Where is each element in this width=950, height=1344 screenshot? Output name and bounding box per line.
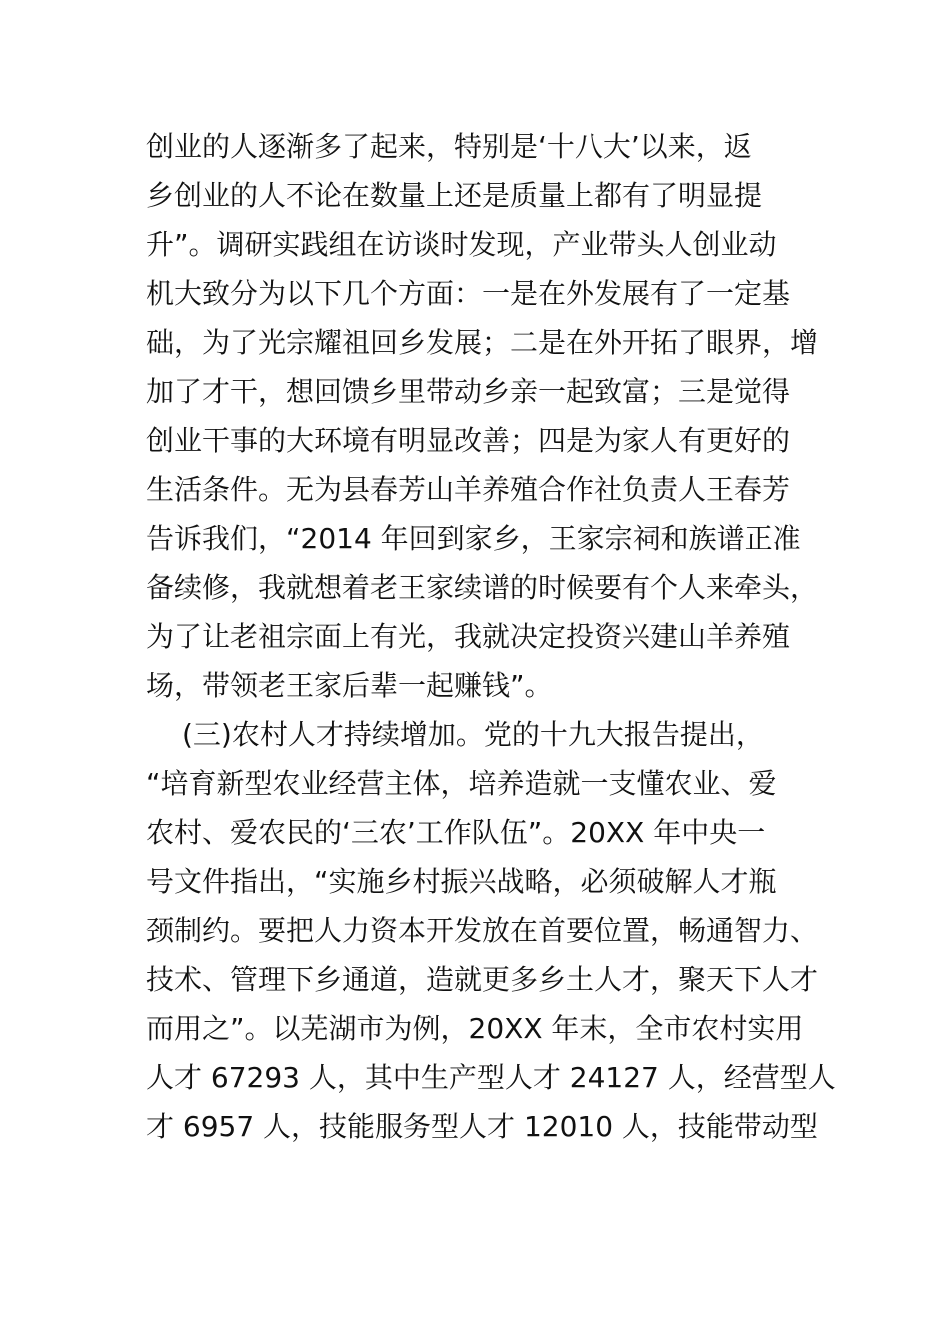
section-heading-line: (三)农村人才持续增加。党的十九大报告提出， — [182, 718, 764, 751]
text-line-3: 升”。调研实践组在访谈时发现，产业带头人创业动 — [146, 228, 777, 261]
text-line-4: 机大致分为以下几个方面：一是在外发展有了一定基 — [146, 277, 791, 310]
body-text — [146, 122, 836, 1151]
text-line-6: 加了才干，想回馈乡里带动乡亲一起致富；三是觉得 — [146, 375, 791, 408]
text-line-19: 而用之”。以芜湖市为例，20XX 年末，全市农村实用 — [146, 1012, 804, 1045]
text-line-2: 乡创业的人不论在数量上还是质量上都有了明显提 — [146, 179, 763, 212]
text-line-18: 技术、管理下乡通道，造就更多乡土人才，聚天下人才 — [146, 963, 819, 996]
text-line-7: 创业干事的大环境有明显改善；四是为家人有更好的 — [146, 424, 791, 457]
text-line-11: 为了让老祖宗面上有光，我就决定投资兴建山羊养殖 — [146, 620, 791, 653]
text-line-9: 告诉我们，“2014 年回到家乡，王家宗祠和族谱正准 — [146, 522, 801, 555]
text-line-10: 备续修，我就想着老王家续谱的时候要有个人来牵头， — [146, 571, 819, 604]
text-line-5: 础，为了光宗耀祖回乡发展；二是在外开拓了眼界，增 — [146, 326, 819, 359]
text-line-1: 创业的人逐渐多了起来，特别是‘十八大’以来，返 — [146, 130, 752, 163]
text-line-8: 生活条件。无为县春芳山羊养殖合作社负责人王春芳 — [146, 473, 791, 506]
text-line-15: 农村、爱农民的‘三农’工作队伍”。20XX 年中央一 — [146, 816, 766, 849]
text-line-20: 人才 67293 人，其中生产型人才 24127 人，经营型人 — [146, 1061, 836, 1094]
text-line-14: “培育新型农业经营主体，培养造就一支懂农业、爱 — [146, 767, 777, 800]
text-line-17: 颈制约。要把人力资本开发放在首要位置，畅通智力、 — [146, 914, 819, 947]
text-line-21: 才 6957 人，技能服务型人才 12010 人，技能带动型 — [146, 1110, 818, 1143]
text-line-16: 号文件指出，“实施乡村振兴战略，必须破解人才瓶 — [146, 865, 777, 898]
text-line-12: 场，带领老王家后辈一起赚钱”。 — [146, 669, 553, 702]
